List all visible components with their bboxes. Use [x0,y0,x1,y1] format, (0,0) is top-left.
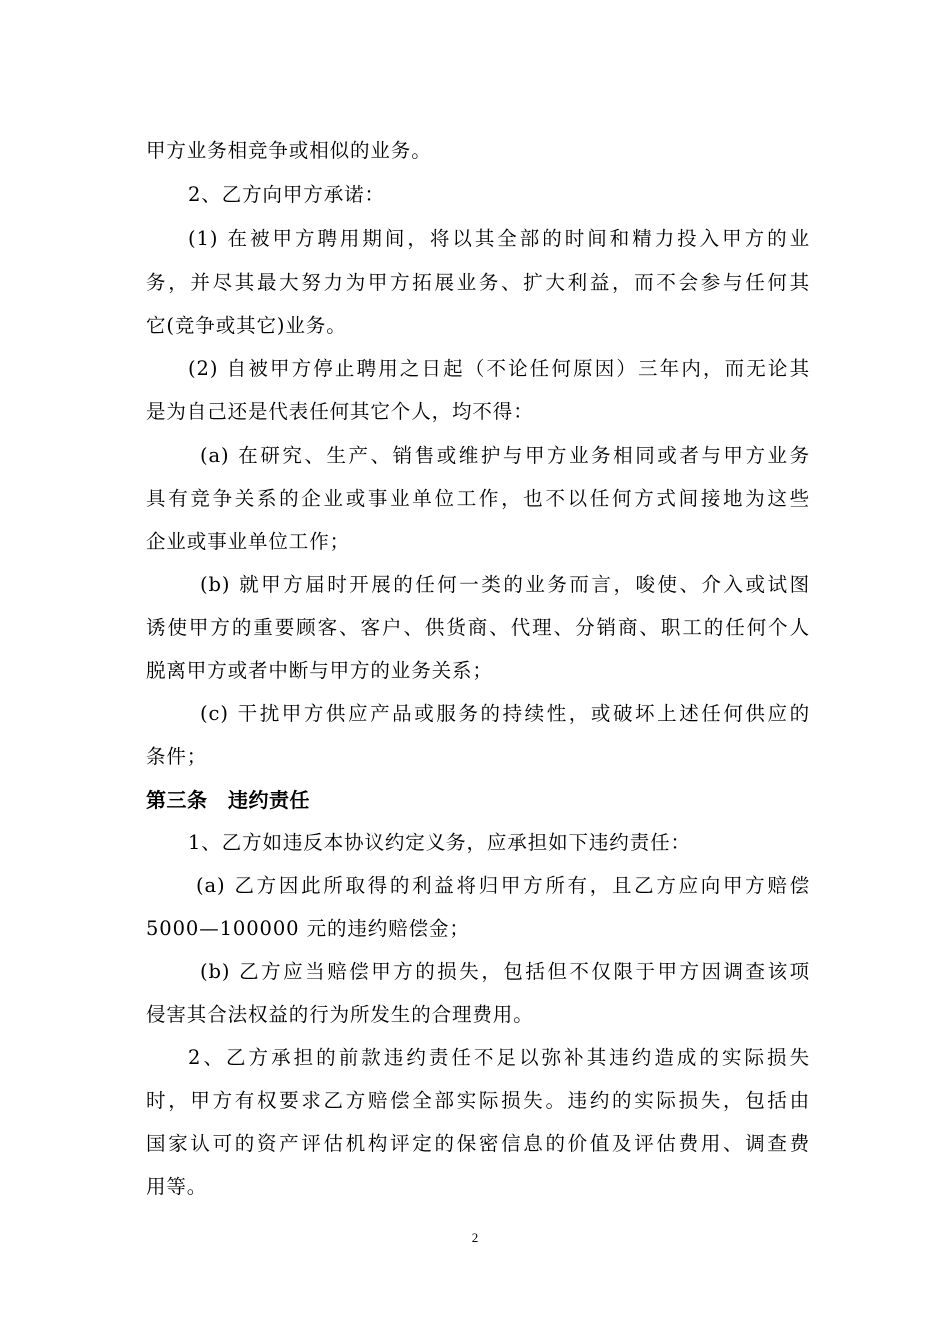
paragraph-line: 2、乙方承担的前款违约责任不足以弥补其违约造成的实际损失 [188,1046,810,1069]
paragraph-line: 侵害其合法权益的行为所发生的合理费用。 [146,1003,534,1026]
paragraph-line: (c) 干扰甲方供应产品或服务的持续性，或破坏上述任何供应的 [200,702,810,725]
paragraph-line: (b) 就甲方届时开展的任何一类的业务而言，唆使、介入或试图 [200,573,810,596]
paragraph-line: 甲方业务相竞争或相似的业务。 [146,139,432,162]
paragraph-line: 国家认可的资产评估机构评定的保密信息的价值及评估费用、调查费 [146,1132,810,1155]
paragraph-line: 企业或事业单位工作； [146,530,351,553]
paragraph-line: 2、乙方向甲方承诺： [188,183,385,206]
paragraph-line: (1) 在被甲方聘用期间，将以其全部的时间和精力投入甲方的业 [188,227,810,250]
paragraph-line: (a) 乙方因此所取得的利益将归甲方所有，且乙方应向甲方赔偿 [196,874,810,897]
paragraph-line: 1、乙方如违反本协议约定义务，应承担如下违约责任： [188,831,691,854]
paragraph-line: 用等。 [146,1175,208,1198]
page-number: 2 [471,1230,479,1245]
paragraph-line: 时，甲方有权要求乙方赔偿全部实际损失。违约的实际损失，包括由 [146,1089,810,1112]
paragraph-line: (a) 在研究、生产、销售或维护与甲方业务相同或者与甲方业务 [200,444,810,467]
paragraph-line: 诱使甲方的重要顾客、客户、供货商、代理、分销商、职工的任何个人 [146,616,810,639]
paragraph-line: 具有竞争关系的企业或事业单位工作，也不以任何方式间接地为这些 [146,487,810,510]
paragraph-line: 它(竞争或其它)业务。 [146,314,347,337]
paragraph-line: 条件； [146,745,208,768]
paragraph-line: 是为自己还是代表任何其它个人，均不得： [146,400,534,423]
paragraph-line: 务，并尽其最大努力为甲方拓展业务、扩大利益，而不会参与任何其 [146,271,810,294]
paragraph-line: (b) 乙方应当赔偿甲方的损失，包括但不仅限于甲方因调查该项 [200,960,810,983]
paragraph-line: 5000—100000 元的违约赔偿金； [146,917,470,940]
section-heading: 第三条 违约责任 [146,788,310,812]
paragraph-line: 脱离甲方或者中断与甲方的业务关系； [146,659,493,682]
paragraph-line: (2) 自被甲方停止聘用之日起（不论任何原因）三年内，而无论其 [188,357,810,380]
